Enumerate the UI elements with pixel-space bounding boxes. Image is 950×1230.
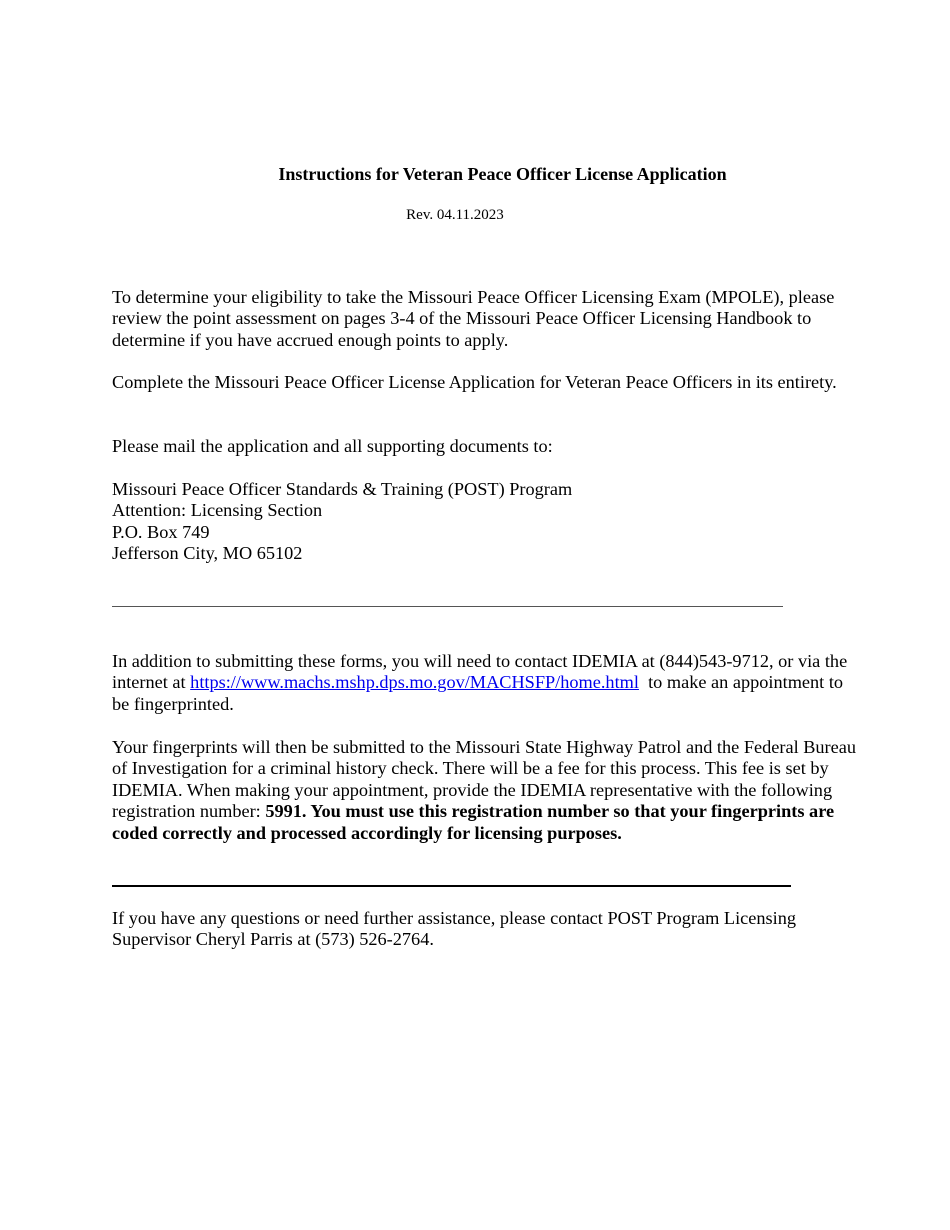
section-divider-thick (112, 885, 791, 887)
address-line-3: P.O. Box 749 (112, 521, 210, 542)
mailing-address (112, 479, 857, 565)
document-title: Instructions for Veteran Peace Officer License Application (278, 164, 727, 184)
complete-application-paragraph: Complete the Missouri Peace Officer License Application for Veteran Peace Officers in its entirety. (112, 372, 837, 392)
section-divider-thin (112, 606, 783, 607)
address-line-2: Attention: Licensing Section (112, 500, 323, 521)
fingerprint-intro-after-text: to make an appointment to be fingerprinted. (112, 672, 848, 714)
revision-date: Rev. 04.11.2023 (406, 207, 504, 223)
machs-fingerprint-link[interactable]: https://www.machs.mshp.dps.mo.gov/MACHSFP/home.html (190, 672, 639, 693)
eligibility-paragraph: To determine your eligibility to take the Missouri Peace Officer Licensing Exam (MPOLE), please review the point assessment on pages 3-4 of the Missouri Peace Officer Licensing Handbook to determine if you have accrued enough points to apply. (112, 287, 835, 350)
fingerprint-appointment-paragraph (112, 651, 857, 715)
fingerprint-submission-paragraph (112, 737, 857, 844)
address-line-4: Jefferson City, MO 65102 (112, 543, 303, 564)
address-line-1: Missouri Peace Officer Standards & Training (POST) Program (112, 479, 573, 499)
mail-instructions-paragraph: Please mail the application and all supporting documents to: (112, 436, 553, 456)
registration-number-notice: 5991. You must use this registration number so that your fingerprints are coded correctly and processed accordingly for licensing purposes. (112, 801, 835, 843)
contact-paragraph: If you have any questions or need further assistance, please contact POST Program Licensing Supervisor Cheryl Parris at (573) 526-2764. (112, 908, 797, 950)
fingerprint-intro-text: In addition to submitting these forms, you will need to contact IDEMIA at (844)543-9712, or via the internet at (112, 651, 848, 693)
fingerprint-submission-text: Your fingerprints will then be submitted to the Missouri State Highway Patrol and the Federal Bureau of Investigation for a criminal history check. There will be a fee for this process. This fee is set by IDEMIA. When making your appointment, provide the IDEMIA representative with the following registration number: (112, 737, 857, 822)
